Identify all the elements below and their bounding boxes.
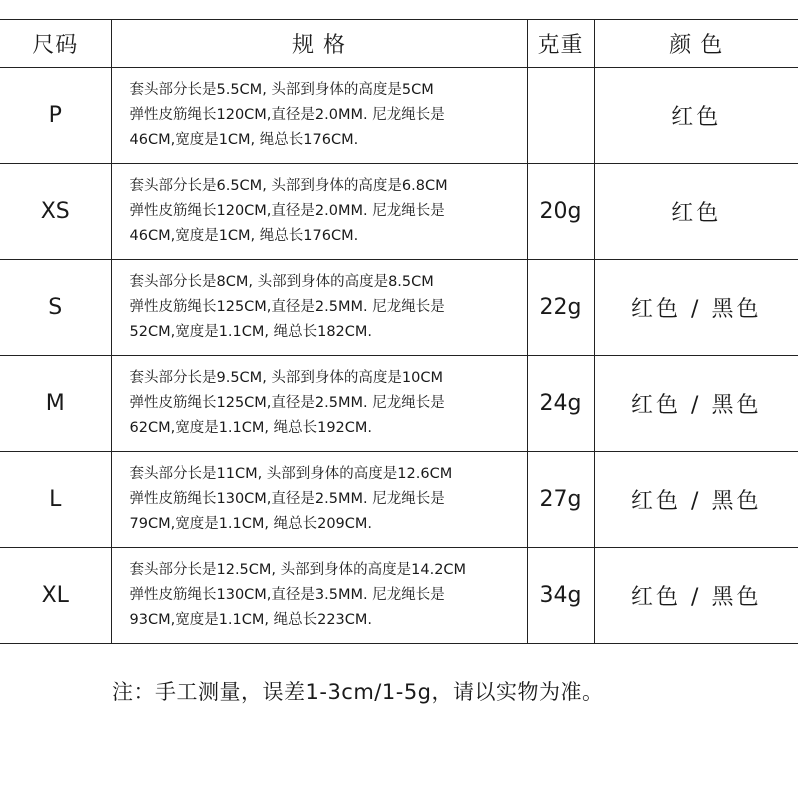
spec-line: 弹性皮筋绳长125CM,直径是2.5MM. 尼龙绳长是 — [129, 299, 445, 315]
spec-line: 79CM,宽度是1.1CM, 绳总长209CM. — [129, 516, 373, 532]
size-cell: XS — [0, 164, 111, 260]
table-row — [0, 260, 798, 356]
header-weight: 克重 — [527, 20, 594, 68]
color-cell: 红色 — [594, 164, 798, 260]
spec-cell — [111, 164, 527, 260]
size-cell: S — [0, 260, 111, 356]
size-cell: XL — [0, 548, 111, 644]
weight-cell: 20g — [527, 164, 594, 260]
table-row — [0, 452, 798, 548]
weight-cell: 22g — [527, 260, 594, 356]
spec-line: 弹性皮筋绳长125CM,直径是2.5MM. 尼龙绳长是 — [129, 395, 445, 411]
header-spec: 规 格 — [111, 20, 527, 68]
spec-line: 62CM,宽度是1.1CM, 绳总长192CM. — [129, 420, 373, 436]
spec-line: 套头部分长是12.5CM, 头部到身体的高度是14.2CM — [129, 562, 467, 578]
weight-cell: 27g — [527, 452, 594, 548]
spec-cell — [111, 452, 527, 548]
spec-line: 套头部分长是8CM, 头部到身体的高度是8.5CM — [129, 274, 434, 290]
table-row — [0, 548, 798, 644]
spec-line: 46CM,宽度是1CM, 绳总长176CM. — [129, 132, 359, 148]
spec-line: 弹性皮筋绳长130CM,直径是3.5MM. 尼龙绳长是 — [129, 587, 445, 603]
spec-line: 93CM,宽度是1.1CM, 绳总长223CM. — [129, 612, 373, 628]
spec-line: 弹性皮筋绳长120CM,直径是2.0MM. 尼龙绳长是 — [129, 107, 445, 123]
spec-cell — [111, 68, 527, 164]
spec-line: 52CM,宽度是1.1CM, 绳总长182CM. — [129, 324, 373, 340]
spec-line: 套头部分长是5.5CM, 头部到身体的高度是5CM — [129, 82, 434, 98]
spec-line: 套头部分长是9.5CM, 头部到身体的高度是10CM — [129, 370, 443, 386]
spec-line: 46CM,宽度是1CM, 绳总长176CM. — [129, 228, 359, 244]
table-row — [0, 356, 798, 452]
size-cell: L — [0, 452, 111, 548]
size-cell: M — [0, 356, 111, 452]
spec-line: 弹性皮筋绳长120CM,直径是2.0MM. 尼龙绳长是 — [129, 203, 445, 219]
table-row — [0, 68, 798, 164]
spec-line: 弹性皮筋绳长130CM,直径是2.5MM. 尼龙绳长是 — [129, 491, 445, 507]
table-header-row — [0, 20, 798, 68]
color-cell: 红色 / 黑色 — [594, 260, 798, 356]
weight-cell: 34g — [527, 548, 594, 644]
header-color: 颜 色 — [594, 20, 798, 68]
header-size: 尺码 — [0, 20, 111, 68]
color-cell: 红色 — [594, 68, 798, 164]
size-chart-table — [0, 19, 798, 644]
weight-cell: 24g — [527, 356, 594, 452]
spec-line: 套头部分长是11CM, 头部到身体的高度是12.6CM — [129, 466, 453, 482]
spec-cell — [111, 356, 527, 452]
color-cell: 红色 / 黑色 — [594, 548, 798, 644]
color-cell: 红色 / 黑色 — [594, 356, 798, 452]
spec-cell — [111, 260, 527, 356]
weight-cell — [527, 68, 594, 164]
spec-cell — [111, 548, 527, 644]
spec-line: 套头部分长是6.5CM, 头部到身体的高度是6.8CM — [129, 178, 448, 194]
color-cell: 红色 / 黑色 — [594, 452, 798, 548]
measurement-footnote: 注：手工测量，误差1-3cm/1-5g，请以实物为准。 — [112, 680, 604, 704]
size-cell: P — [0, 68, 111, 164]
table-row — [0, 164, 798, 260]
